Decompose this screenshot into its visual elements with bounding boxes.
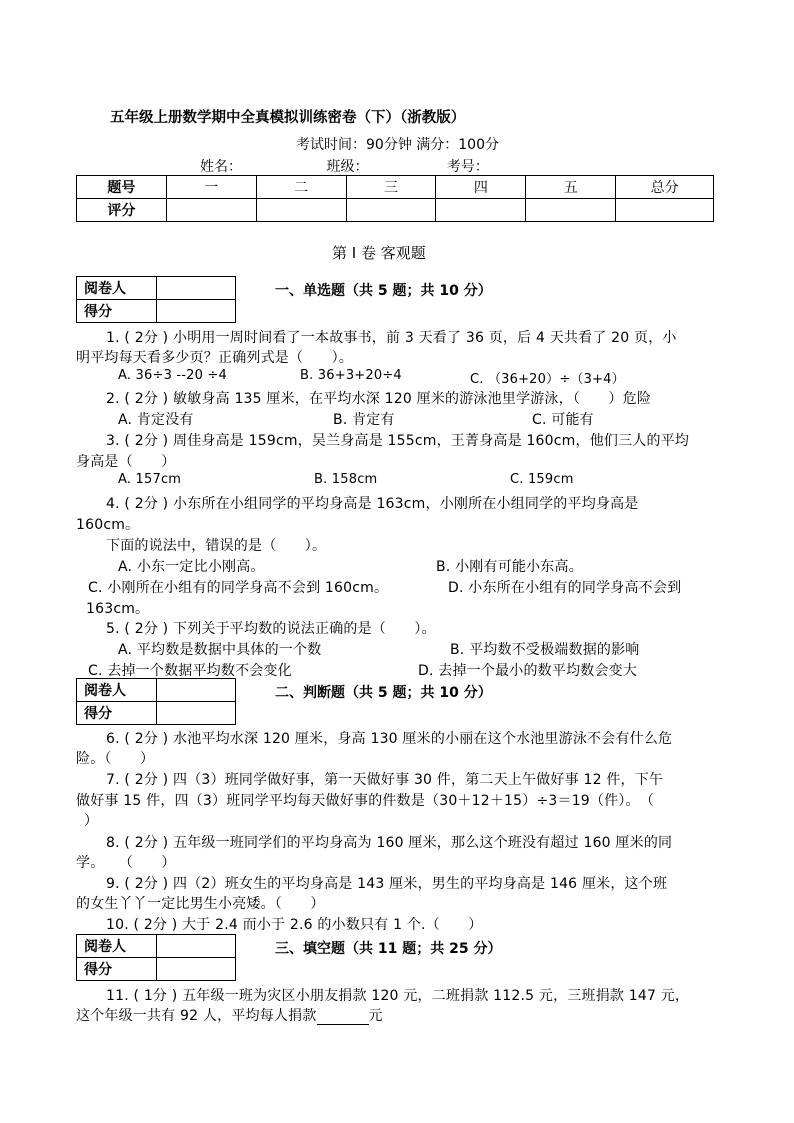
score-cell[interactable] <box>157 702 236 725</box>
option-5a[interactable]: A. 平均数是数据中具体的一个数 <box>118 642 322 658</box>
question-11-cont <box>76 1005 383 1025</box>
question-4: 4. ( 2分 ) 小东所在小组同学的平均身高是 163cm，小刚所在小组同学的平均身高是 <box>106 496 639 512</box>
question-7: 7. ( 2分 ) 四（3）班同学做好事，第一天做好事 30 件，第二天上午做好事 12 件，下午 <box>106 772 664 788</box>
score-cell[interactable] <box>436 199 526 222</box>
question-10: 10. ( 2分 ) 大于 2.4 而小于 2.6 的小数只有 1 个.（ ） <box>106 917 483 933</box>
question-8: 8. ( 2分 ) 五年级一班同学们的平均身高为 160 厘米，那么这个班没有超过 160 厘米的同 <box>106 835 673 851</box>
option-3b[interactable]: B. 158cm <box>314 472 378 487</box>
option-3c[interactable]: C. 159cm <box>510 472 574 487</box>
score-table <box>76 175 714 222</box>
section-heading-1: 一、单选题（共 5 题；共 10 分） <box>275 283 492 299</box>
question-2: 2. ( 2分 ) 敏敏身高 135 厘米，在平均水深 120 厘米的游泳池里学游泳，（ ）危险 <box>106 391 652 407</box>
option-1c[interactable]: C. （36+20）÷（3+4） <box>470 372 625 387</box>
option-2a[interactable]: A. 肯定没有 <box>118 412 194 428</box>
question-4-cont: 160cm。 <box>76 517 140 533</box>
grader-cell[interactable] <box>157 679 236 702</box>
score-label: 得分 <box>77 300 157 323</box>
option-2c[interactable]: C. 可能有 <box>532 412 594 428</box>
option-5d[interactable]: D. 去掉一个最小的数平均数会变大 <box>418 663 638 679</box>
score-cell[interactable] <box>166 199 256 222</box>
student-info-line <box>200 156 569 176</box>
volume-title: 第 I 卷 客观题 <box>332 244 426 262</box>
question-7-cont: 做好事 15 件，四（3）班同学平均每天做好事的件数是（30＋12＋15）÷3＝19（件）。 （ <box>76 793 655 809</box>
grader-box <box>76 276 236 323</box>
question-11: 11. ( 1分 ) 五年级一班为灾区小朋友捐款 120 元，二班捐款 112.5 元，三班捐款 147 元， <box>106 988 690 1004</box>
table-cell: 一 <box>166 176 256 199</box>
question-1: 1. ( 2分 ) 小明用一周时间看了一本故事书，前 3 天看了 36 页，后 4 天共看了 20 页，小 <box>106 330 677 346</box>
question-9-cont: 的女生丫丫一定比男生小亮矮。（ ） <box>76 896 325 912</box>
grader-box <box>76 934 236 981</box>
score-cell[interactable] <box>346 199 436 222</box>
option-4c[interactable]: C. 小刚所在小组有的同学身高不会到 160cm。 <box>88 580 389 596</box>
question-5: 5. ( 2分 ) 下列关于平均数的说法正确的是（ ）。 <box>106 621 436 637</box>
table-cell: 四 <box>436 176 526 199</box>
question-6-cont: 险。（ ） <box>76 751 155 767</box>
grader-label: 阅卷人 <box>77 935 157 958</box>
score-cell[interactable] <box>256 199 346 222</box>
question-1-cont: 明平均每天看多少页？正确列式是（ ）。 <box>76 350 353 366</box>
table-cell: 评分 <box>77 199 167 222</box>
option-4d-cont: 163cm。 <box>86 601 150 617</box>
option-4b[interactable]: B. 小刚有可能小东高。 <box>436 559 583 575</box>
score-label: 得分 <box>77 958 157 981</box>
question-11-text: 这个年级一共有 92 人，平均每人捐款 <box>76 1008 317 1024</box>
table-cell: 二 <box>256 176 346 199</box>
table-cell: 三 <box>346 176 436 199</box>
grader-cell[interactable] <box>157 277 236 300</box>
score-cell[interactable] <box>157 958 236 981</box>
question-4-prompt: 下面的说法中，错误的是（ ）。 <box>106 538 327 554</box>
grader-label: 阅卷人 <box>77 679 157 702</box>
score-cell[interactable] <box>157 300 236 323</box>
question-3: 3. ( 2分 ) 周佳身高是 159cm，吴兰身高是 155cm，王菁身高是 160cm，他们三人的平均 <box>106 433 690 449</box>
question-6: 6. ( 2分 ) 水池平均水深 120 厘米，身高 130 厘米的小丽在这个水池里游泳不会有什么危 <box>106 731 673 747</box>
grader-cell[interactable] <box>157 935 236 958</box>
option-5b[interactable]: B. 平均数不受极端数据的影响 <box>450 642 640 658</box>
question-9: 9. ( 2分 ) 四（2）班女生的平均身高是 143 厘米，男生的平均身高是 146 厘米，这个班 <box>106 876 668 892</box>
name-field[interactable] <box>242 159 322 176</box>
score-cell[interactable] <box>526 199 616 222</box>
number-field[interactable] <box>489 159 569 176</box>
score-table-score-row <box>77 199 714 222</box>
paper-title: 五年级上册数学期中全真模拟训练密卷（下）（浙教版） <box>110 110 466 126</box>
option-4d[interactable]: D. 小东所在小组有的同学身高不会到 <box>448 580 682 596</box>
option-2b[interactable]: B. 肯定有 <box>333 412 395 428</box>
number-label: 考号： <box>446 159 489 175</box>
option-3a[interactable]: A. 157cm <box>118 472 182 487</box>
table-cell: 题号 <box>77 176 167 199</box>
table-cell: 五 <box>526 176 616 199</box>
option-5c[interactable]: C. 去掉一个数据平均数不会变化 <box>88 663 292 679</box>
exam-info: 考试时间：90分钟 满分：100分 <box>296 137 499 153</box>
grader-label: 阅卷人 <box>77 277 157 300</box>
class-label: 班级： <box>326 159 369 175</box>
section-heading-2: 二、判断题（共 5 题；共 10 分） <box>275 685 492 701</box>
option-4a[interactable]: A. 小东一定比小刚高。 <box>118 559 265 575</box>
question-7-paren: ） <box>84 813 99 829</box>
table-cell: 总分 <box>616 176 714 199</box>
option-1b[interactable]: B. 36+3+20÷4 <box>300 368 402 383</box>
question-8-cont: 学。 （ ） <box>76 855 176 871</box>
question-11-unit: 元 <box>368 1008 383 1024</box>
score-label: 得分 <box>77 702 157 725</box>
score-table-header-row <box>77 176 714 199</box>
question-3-cont: 身高是（ ） <box>76 454 176 470</box>
name-label: 姓名： <box>200 159 242 175</box>
option-1a[interactable]: A. 36÷3 --20 ÷4 <box>118 368 227 383</box>
section-heading-3: 三、填空题（共 11 题；共 25 分） <box>275 941 502 957</box>
class-field[interactable] <box>368 159 442 176</box>
answer-blank-11[interactable] <box>317 1008 369 1025</box>
grader-box <box>76 678 236 725</box>
score-cell[interactable] <box>616 199 714 222</box>
